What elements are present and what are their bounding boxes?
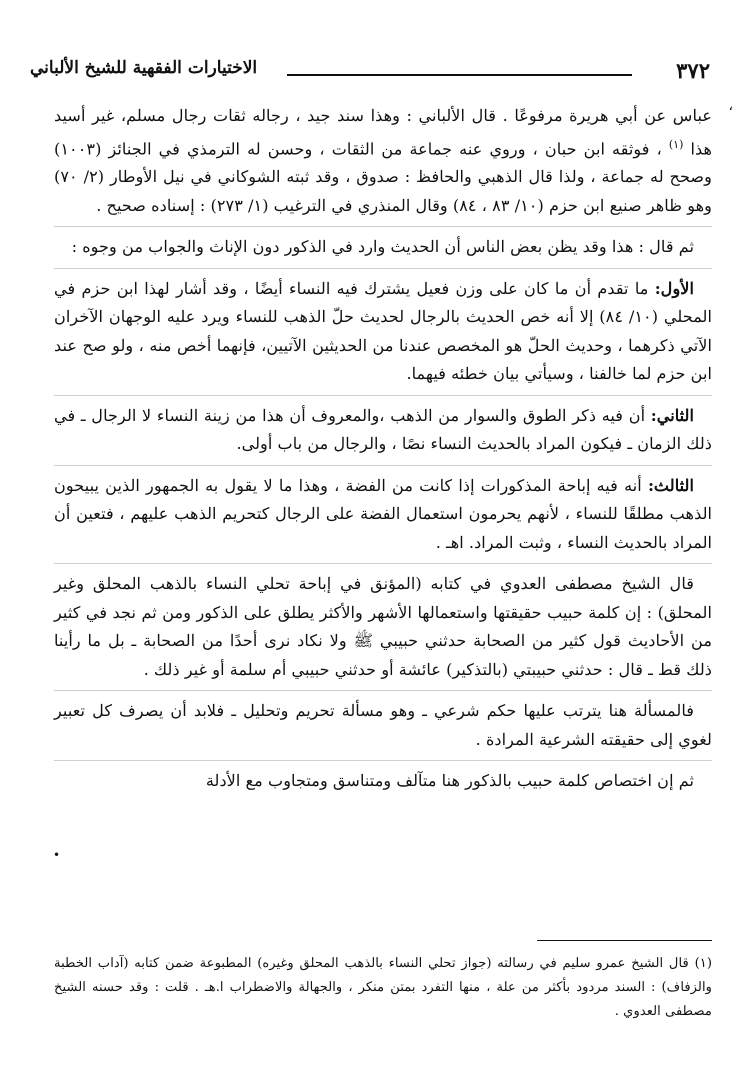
- paragraph-third-answer: [54, 465, 712, 558]
- footnote-reference: (١): [668, 137, 684, 151]
- paragraph-text: عباس عن أبي هريرة مرفوعًا . قال الألباني : وهذا سند جيد ، رجاله ثقات رجال مسلم، غير أسيد هذا: [54, 106, 712, 158]
- main-text: [54, 102, 712, 802]
- paragraph-text: ما تقدم أن ما كان على وزن فعيل يشترك فيه النساء أيضًا ، وقد أشار لهذا ابن حزم في المحلي (١٠/ ٨٤) إلا أنه خص الحديث بالرجال لحديث حلّ الذهب للنساء ويرد عليه الوجهان الآخران الآتي ذكرهما ، وحديث الحلّ هو المخصص عندنا من الحديثين الآتيين، فإنهما أخص منه ، ولو صح عند ابن حزم لما خالفنا ، وسيأتي بيان خطئه فيهما.: [54, 278, 712, 384]
- footnote-text: قال الشيخ عمرو سليم في رسالته (جواز تحلي النساء بالذهب المحلق وغيره) المطبوعة ضمن كتابه (آداب الخطبة والزفاف) : السند مردود بأكثر من علة ، منها التفرد بمتن منكر ، والجهالة والاضطراب ا.هـ . قلت : وقد حسنه الشيخ مصطفى العدوي .: [54, 956, 712, 1019]
- paragraph-second-answer: [54, 395, 712, 459]
- paragraph-objection: [54, 226, 712, 262]
- margin-mark: ،: [728, 98, 733, 114]
- footnote: [54, 952, 712, 1024]
- paragraph-legal-ruling: [54, 690, 712, 754]
- paragraph-text: ثم قال : هذا وقد يظن بعض الناس أن الحديث وارد في الذكور دون الإناث والجواب من وجوه :: [71, 237, 694, 257]
- paragraph-hadith-grading: [54, 102, 712, 220]
- paragraph-text: ، فوثقه ابن حبان ، وروي عنه جماعة من الثقات ، وحسن له الترمذي في الجنائز (١٠٠٣) وصحح له جماعة ، ولذا قال الذهبي والحافظ : صدوق ، وقد ثبته الشوكاني في نيل الأوطار (٢/ ٧٠) وهو ظاهر صنيع ابن حزم (١٠/ ٨٣ ، ٨٤) وقال المنذري في الترغيب (١/ ٢٧٣) : إسناده صحيح .: [54, 138, 712, 215]
- header-rule: [287, 74, 632, 76]
- page-number: ٣٧٢: [676, 58, 710, 83]
- paragraph-first-answer: [54, 268, 712, 389]
- footnote-separator: [537, 940, 712, 941]
- paragraph-text: أن فيه ذكر الطوق والسوار من الذهب ،والمعروف أن هذا من زينة النساء لا الرجال ـ في ذلك الزمان ـ فيكون المراد بالحديث النساء نصًا ، والرجال من باب أولى.: [54, 405, 712, 454]
- paragraph-text: ثم إن اختصاص كلمة حبيب بالذكور هنا متآلف ومتناسق ومتجاوب مع الأدلة: [205, 771, 694, 791]
- paragraph-text: فالمسألة هنا يترتب عليها حكم شرعي ـ وهو مسألة تحريم وتحليل ـ فلابد أن يصرف كل تعبير لغوي إلى حقيقته الشرعية المرادة .: [54, 701, 712, 749]
- paragraph-continuation: [54, 760, 712, 796]
- point-heading: الثاني:: [650, 405, 694, 425]
- paragraph-text: أنه فيه إباحة المذكورات إذا كانت من الفضة ، وهذا ما لا يقول به الجمهور الذين يبيحون الذهب مطلقًا للنساء ، لأنهم يحرمون استعمال الفضة على الرجال كتحريم الذهب عليهم ، فتعين أن المراد بالحديث النساء ، وثبت المراد. اهـ .: [54, 475, 712, 552]
- paragraph-text: قال الشيخ مصطفى العدوي في كتابه (المؤنق في إباحة تحلي النساء بالذهب المحلق وغير المحلق) : إن كلمة حبيب حقيقتها واستعمالها الأشهر والأكثر يطلق على الذكور ومن ثم نجد في كثير من الأحاديث قول كثير من الصحابة حدثني حبيبي ﷺ ولا نكاد نرى أحدًا من الصحابة ـ بل ما رأينا ذلك قط ـ قال : حدثني حبيبتي (بالتذكير) عائشة أو حدثني حبيبي أم سلمة أو غير ذلك .: [54, 574, 712, 679]
- margin-bullet: •: [53, 848, 61, 862]
- book-title: الاختيارات الفقهية للشيخ الألباني: [30, 58, 258, 78]
- footnote-marker: (١): [694, 956, 712, 971]
- point-heading: الثالث:: [647, 475, 694, 495]
- paragraph-adawi-quote: [54, 563, 712, 684]
- point-heading: الأول:: [654, 278, 694, 298]
- page-header: [30, 58, 710, 92]
